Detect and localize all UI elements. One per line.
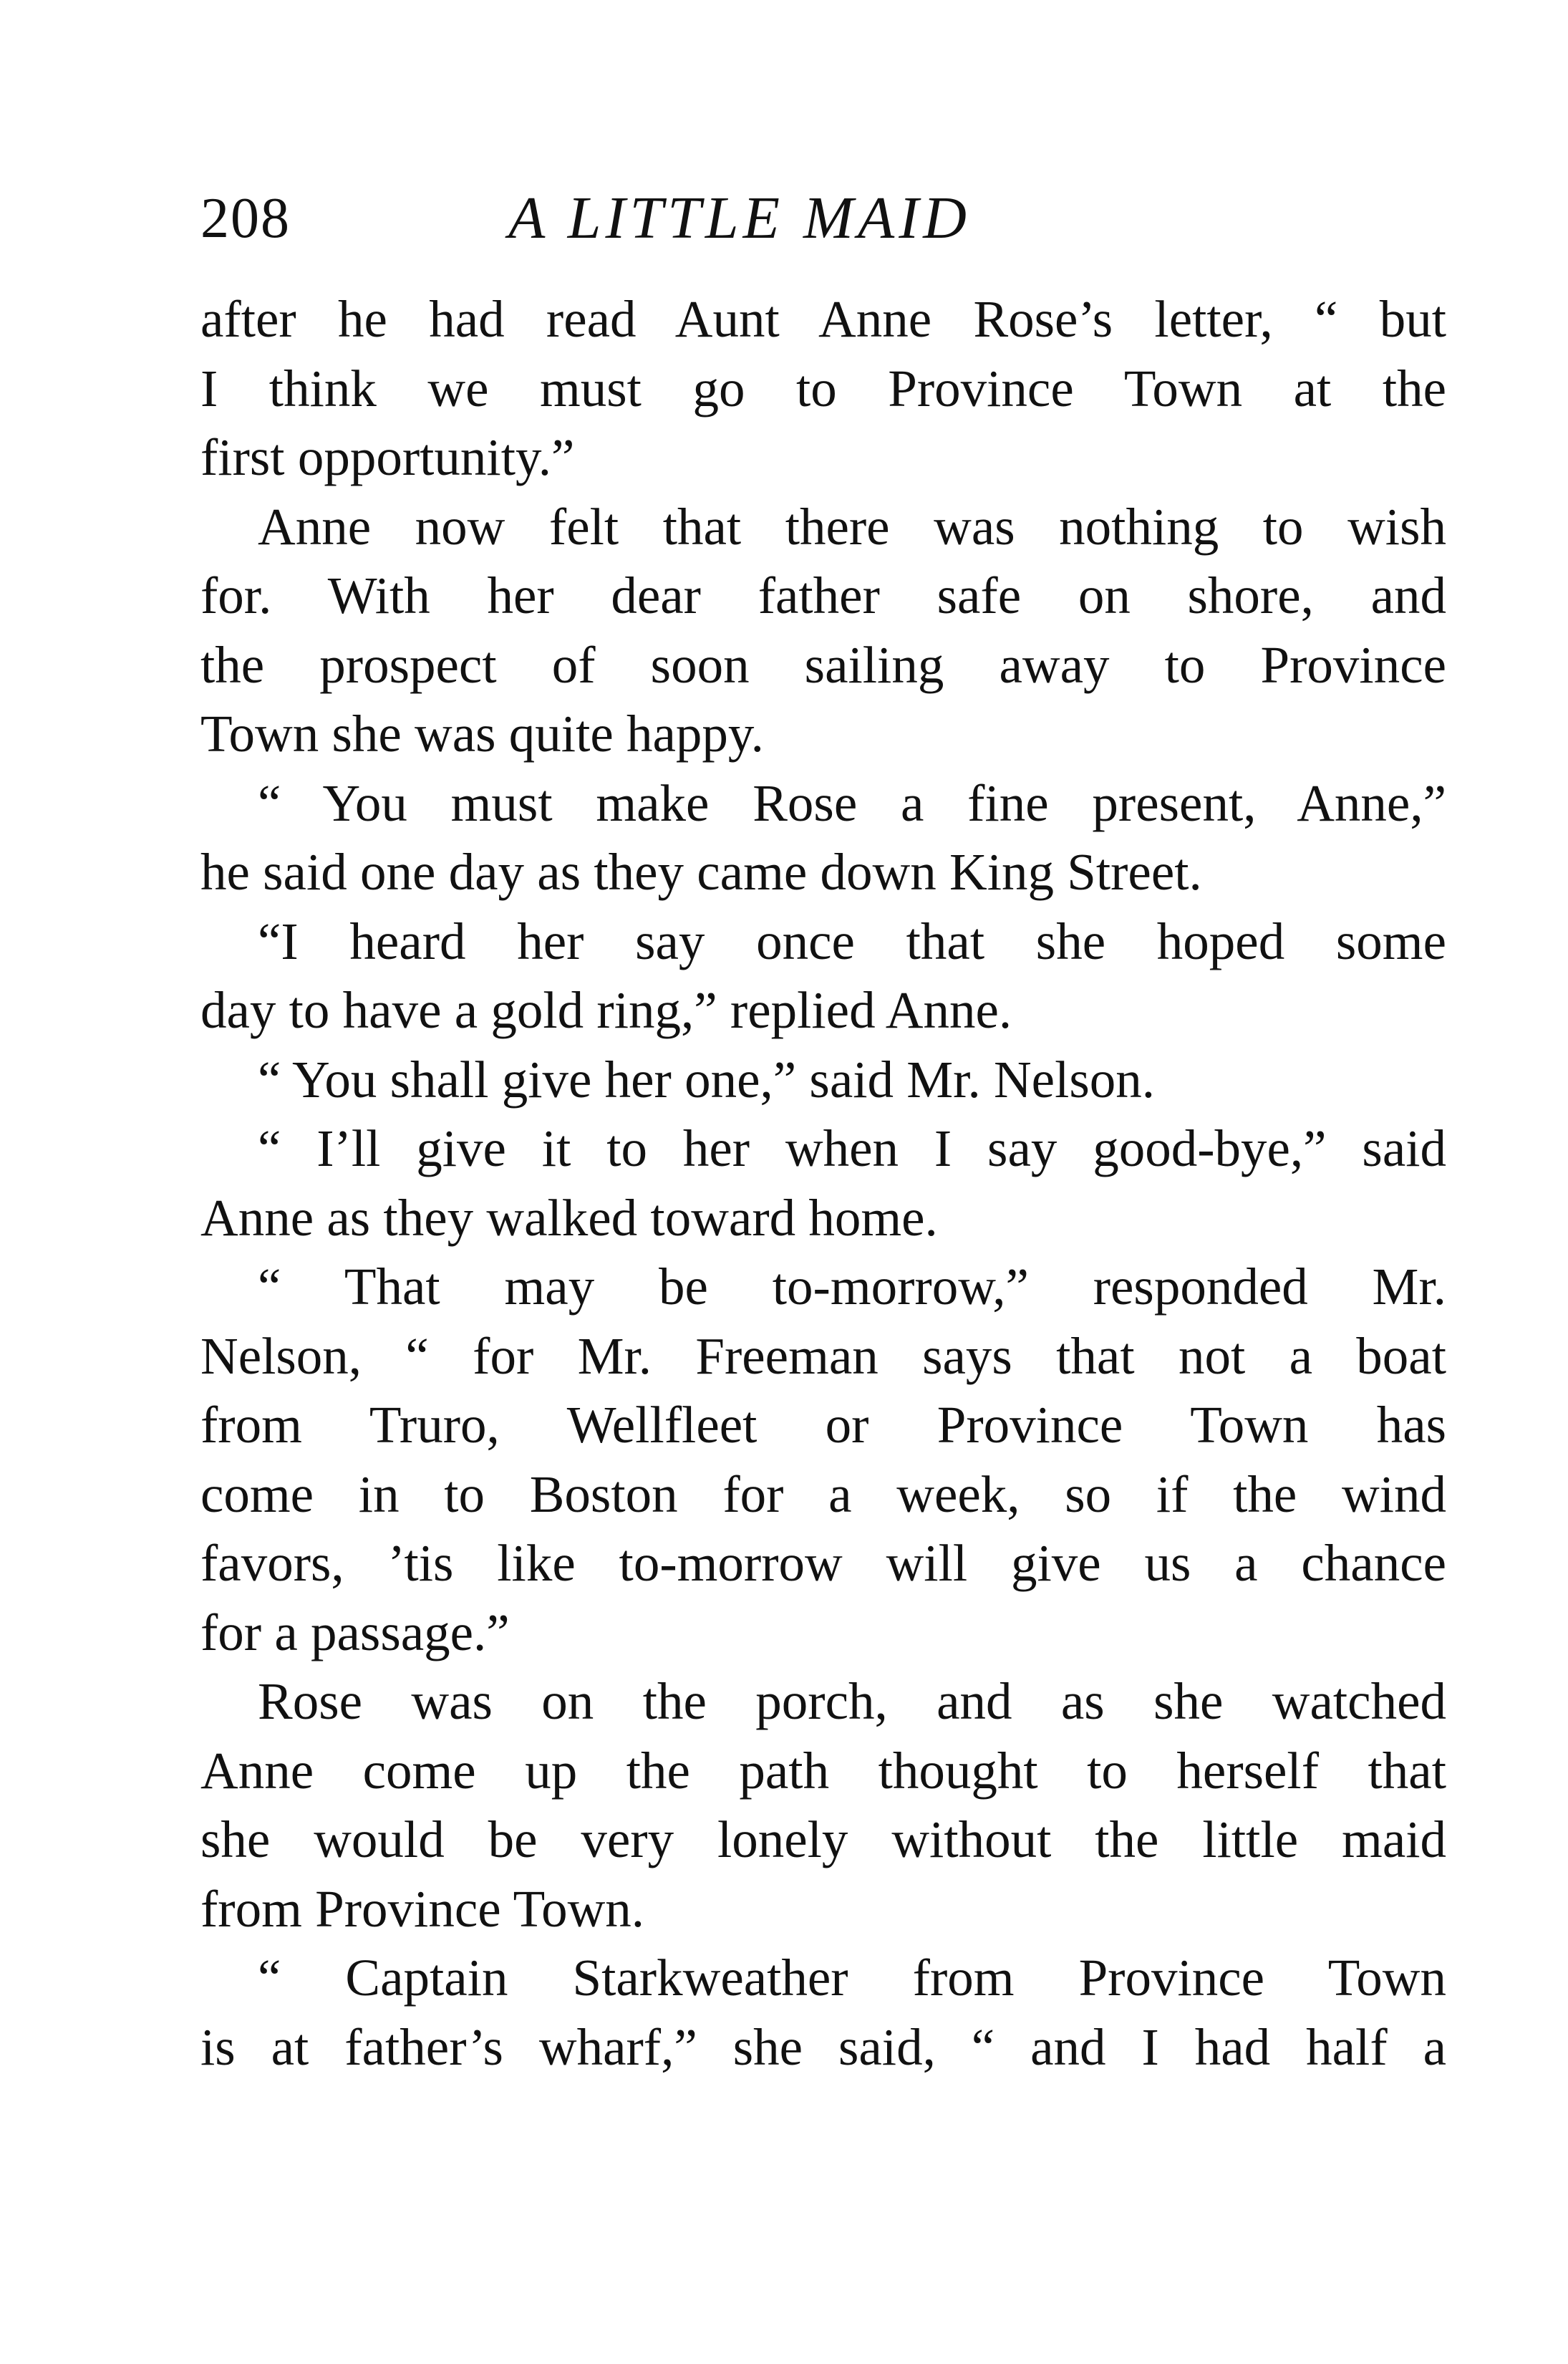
text-line: “ I’ll give it to her when I say good-bye,” said xyxy=(258,1119,1446,1177)
text-line: day to have a gold ring,” replied Anne. xyxy=(200,981,1012,1039)
text-line: Town she was quite happy. xyxy=(200,705,764,763)
text-line: I think we must go to Province Town at the xyxy=(200,359,1446,418)
text-line: Anne come up the path thought to herself that xyxy=(200,1741,1446,1800)
text-line: after he had read Aunt Anne Rose’s letter, “ but xyxy=(200,290,1446,348)
text-line: “ That may be to-morrow,” responded Mr. xyxy=(258,1258,1446,1316)
text-line: Rose was on the porch, and as she watched xyxy=(258,1672,1446,1730)
running-title: A LITTLE MAID xyxy=(508,185,971,251)
text-line: he said one day as they came down King Street. xyxy=(200,843,1202,901)
text-line: “ You must make Rose a fine present, Anne,” xyxy=(258,773,1446,832)
text-line: from Province Town. xyxy=(200,1879,645,1938)
text-line: from Truro, Wellfleet or Province Town has xyxy=(200,1396,1446,1454)
text-line: is at father’s wharf,” she said, “ and I had half a xyxy=(200,2017,1446,2076)
text-line: the prospect of soon sailing away to Province xyxy=(200,635,1446,694)
text-line: favors, ’tis like to-morrow will give us a chance xyxy=(200,1534,1446,1592)
text-line: Nelson, “ for Mr. Freeman says that not a boat xyxy=(200,1326,1446,1385)
body-text xyxy=(200,285,1446,2082)
text-line: “ Captain Starkweather from Province Town xyxy=(258,1949,1446,2007)
text-line: “I heard her say once that she hoped some xyxy=(258,912,1446,970)
text-line: first opportunity.” xyxy=(200,428,575,486)
text-line: for a passage.” xyxy=(200,1603,510,1661)
page-number: 208 xyxy=(200,187,291,250)
text-line: Anne as they walked toward home. xyxy=(200,1188,938,1247)
text-line: she would be very lonely without the little maid xyxy=(200,1810,1446,1868)
text-line: “ You shall give her one,” said Mr. Nelson. xyxy=(258,1050,1156,1109)
text-line: come in to Boston for a week, so if the wind xyxy=(200,1465,1446,1523)
page-header xyxy=(200,179,1146,258)
text-line: Anne now felt that there was nothing to wish xyxy=(258,497,1446,556)
text-line: for. With her dear father safe on shore, and xyxy=(200,566,1446,624)
